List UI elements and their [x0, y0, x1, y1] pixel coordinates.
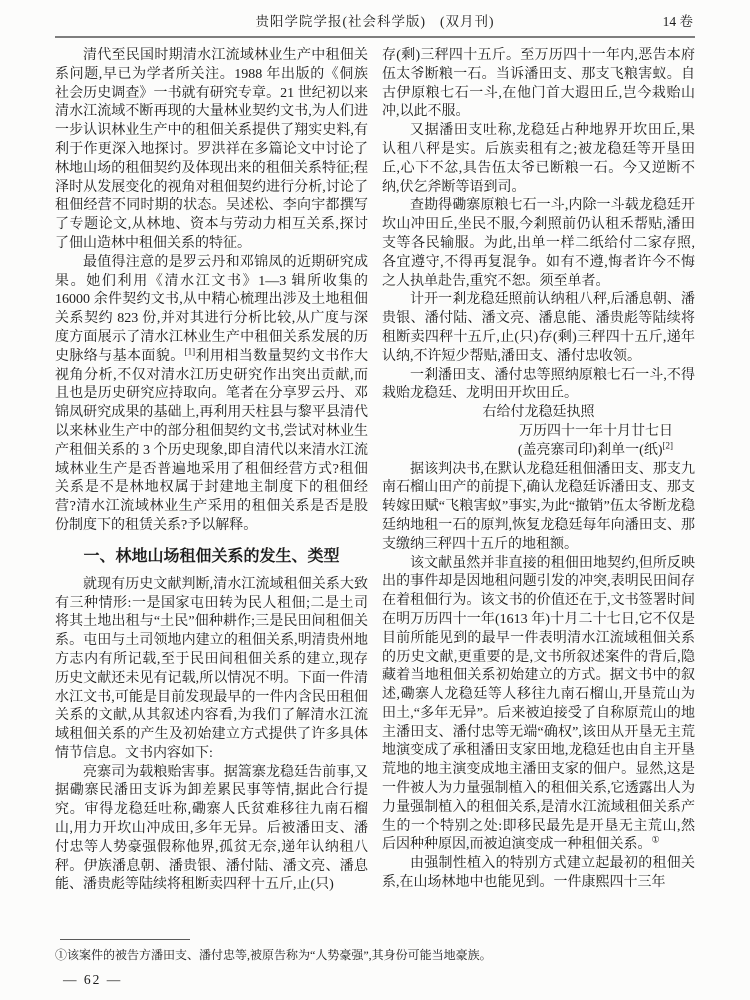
page-number: — 62 —	[63, 972, 123, 987]
page-header	[0, 0, 750, 38]
page-footer	[55, 935, 695, 988]
document-value-paragraph: 该文献虽然并非直接的租佃田地契约,但所反映出的事件却是因地租问题引发的冲突,表明民田间存在着租佃行为。该文书的价值还在于,文书签署时间在明万历四十一年(1613 年)十月二十七日,它不仅是目前所能见到的最早一件表明清水江流域租佃关系的历史文献,更重要的是,文书所叙述案件的背后,隐藏着当地租佃关系初始建立的方式。据文书中的叙述,磡寨人龙稳廷等人移往九南石榴山,开垦荒山为田土,“多年无异”。后来被迫接受了自称原荒山的地主潘田支、潘付忠等无端“确权”,该田从开垦无主荒地演变成了承租潘田支家田地,龙稳廷也由自主开垦荒地的地主演变成地主潘田支家的佃户。显然,这是一件被人为力量强制植入的租佃关系,它透露出人为力量强制植入的租佃关系,是清水江流域租佃关系产生的一个特别之处:即移民最先是开垦无主荒山,然后因种种原因,而被迫演变成一种租佃关系。①	[382, 555, 695, 853]
citation-marker: [2]	[662, 440, 673, 451]
running-head	[55, 10, 695, 30]
closing-paragraph: 由强制性植入的特别方式建立起最初的租佃关系,在山场林地中也能见到。一件康熙四十三年	[382, 856, 695, 891]
issue-frequency-label: (双月刊)	[440, 14, 495, 29]
document-quote-part6: 一剎潘田支、潘付忠等照纳原粮七石一斗,不得栽贻龙稳廷、龙明田开坎田丘。	[382, 367, 695, 402]
document-date-line: 万历四十一年十月廿七日	[519, 423, 673, 439]
intro-paragraph: 清代至民国时期清水江流域林业生产中租佃关系问题,早已为学者所关注。1988 年出版的《侗族社会历史调查》一书就有研究专章。21 世纪初以来清水江流域不断再现的大量林业契约文书,为人们进一步认识林业生产中的租佃关系提供了翔实史料,有利于作更深入地探讨。罗洪祥在多篇论文中讨论了林地山场的租佃契约及体现出来的租佃关系特征;程泽时从发展变化的视角对租佃契约进行分析,讨论了租佃经营不同时期的状态。吴述松、李向宇都撰写了专题论文,从林地、资本与劳动力相互关系,探讨了佃山造林中租佃关系的特征。	[55, 48, 368, 251]
document-quote-part1: 亮寨司为载粮贻害事。据篙寨龙稳廷告前事,又据磡寨民潘田支诉为卸差累民事等情,据此合行提究。审得龙稳廷吐称,磡寨人氏贫难移往九南石榴山,用力开坎山冲成田,多年无异。后被潘田支、潘付忠等人势豪强假称他界,孤贫无奈,递年认纳租八秤。伊族潘息朝、潘贵银、潘付陆、潘文亮、潘息能、潘贵彪等陆续将租断卖四秤十五斤,止(只)	[55, 764, 368, 893]
volume-label: 14 卷	[662, 14, 693, 29]
review-paragraph: 最值得注意的是罗云丹和邓锦凤的近期研究成果。她们利用《清水江文书》1—3 辑所收集的 16000 余件契约文书,从中精心梳理出涉及土地租佃关系契约 823 份,并对其进行分析比较,从广度与深度方面展示了清水江林业生产中租佃关系发展的历史脉络与基本面貌。[1]利用相当数量契约文书作大视角分析,不仅对清水江历史研究作出突出贡献,而且也是历史研究应持取向。笔者在分享罗云丹、邓锦凤研究成果的基础上,再利用天柱县与黎平县清代以来林业生产中的部分租佃契约文书,尝试对林业生产租佃关系的 3 个历史现象,即自清代以来清水江流域林业生产是否普遍地采用了租佃经营方式?租佃关系是不是林地权属于封建地主制度下的租佃经营?清水江流域林业生产采用的租佃关系是否是股份制度下的租赁关系?予以解释。	[55, 254, 369, 533]
left-column	[55, 47, 368, 895]
journal-title-line	[55, 10, 695, 30]
document-quote-part4: 查勘得磡寨原粮七石一斗,内除一斗载龙稳廷开坎山冲田丘,坐民不服,今剎照前仍认租禾帮贴,潘田支等各民输服。为此,出单一样二纸给付二家存照,各宜遵守,不得再复混争。如有不遵,悔者许今不悔之人执单赴告,重究不恕。须至单者。	[382, 198, 695, 289]
document-quote-part3: 又据潘田支吐称,龙稳廷占种地界开坎田丘,果认租八秤是实。后族卖租有之;被龙稳廷等开垦田丘,心下不忿,具告伍太爷已断粮一石。今又逆断不纳,伏乞斧断等语到司。	[382, 123, 695, 195]
footnote: ①该案件的被告方潘田支、潘付忠等,被原告称为“人势豪强”,其身份可能当地豪族。	[55, 948, 492, 962]
types-paragraph: 就现有历史文献判断,清水江流域租佃关系大致有三种情形:一是国家屯田转为民人租佃;二是土司将其土地出租与“土民”佃种耕作;三是民田间租佃关系。屯田与土司领地内建立的租佃关系,明清贵州地方志内有所记载,至于民田间租佃关系的建立,现存历史文献还未见有记载,所以情况不明。下面一件清水江文书,可能是目前发现最早的一件内含民田租佃关系的文献,从其叙述内容看,为我们了解清水江流域租佃关系的产生及初始建立方式提供了许多具体情节信息。文书内容如下:	[55, 576, 368, 761]
document-seal-line: (盖亮寨司印)剎单一(纸)[2]	[517, 440, 673, 458]
citation-marker: [1]	[184, 346, 196, 357]
document-quote-part5: 计开一剎龙稳廷照前认纳租八秤,后潘息朝、潘贵银、潘付陆、潘文亮、潘息能、潘贵彪等陆续将租断卖四秤十五斤,止(只)存(剩)三秤四十五斤,递年认纳,不许短少帮贴,潘田支、潘付忠收领。	[382, 292, 695, 364]
right-column	[382, 47, 695, 895]
footnote-divider	[60, 939, 190, 940]
article-body	[0, 38, 750, 895]
citation-marker: ①	[651, 834, 660, 845]
section-heading: 一、林地山场租佃关系的发生、类型	[83, 547, 340, 565]
document-issue-line: 右给付龙稳廷执照	[482, 405, 595, 421]
verdict-analysis-paragraph: 据该判决书,在默认龙稳廷租佃潘田支、那支九南石榴山田产的前提下,确认龙稳廷诉潘田支、那支转嫁田赋“飞粮害蚁”事实,为此“撤销”伍太爷断龙稳廷纳地租一石的原判,恢复龙稳廷每年向潘田支、那支缴纳三秤四十五斤的地租额。	[382, 461, 695, 552]
journal-title: 贵阳学院学报(社会科学版)	[255, 14, 426, 29]
document-quote-part2: 存(剩)三秤四十五斤。至万历四十一年内,恶告本府伍太爷断粮一石。当诉潘田支、那支飞粮害蚁。自古伊原粮七石一斗,在他门首大遐田丘,岂今栽贻山冲,以此不服。	[382, 48, 695, 120]
